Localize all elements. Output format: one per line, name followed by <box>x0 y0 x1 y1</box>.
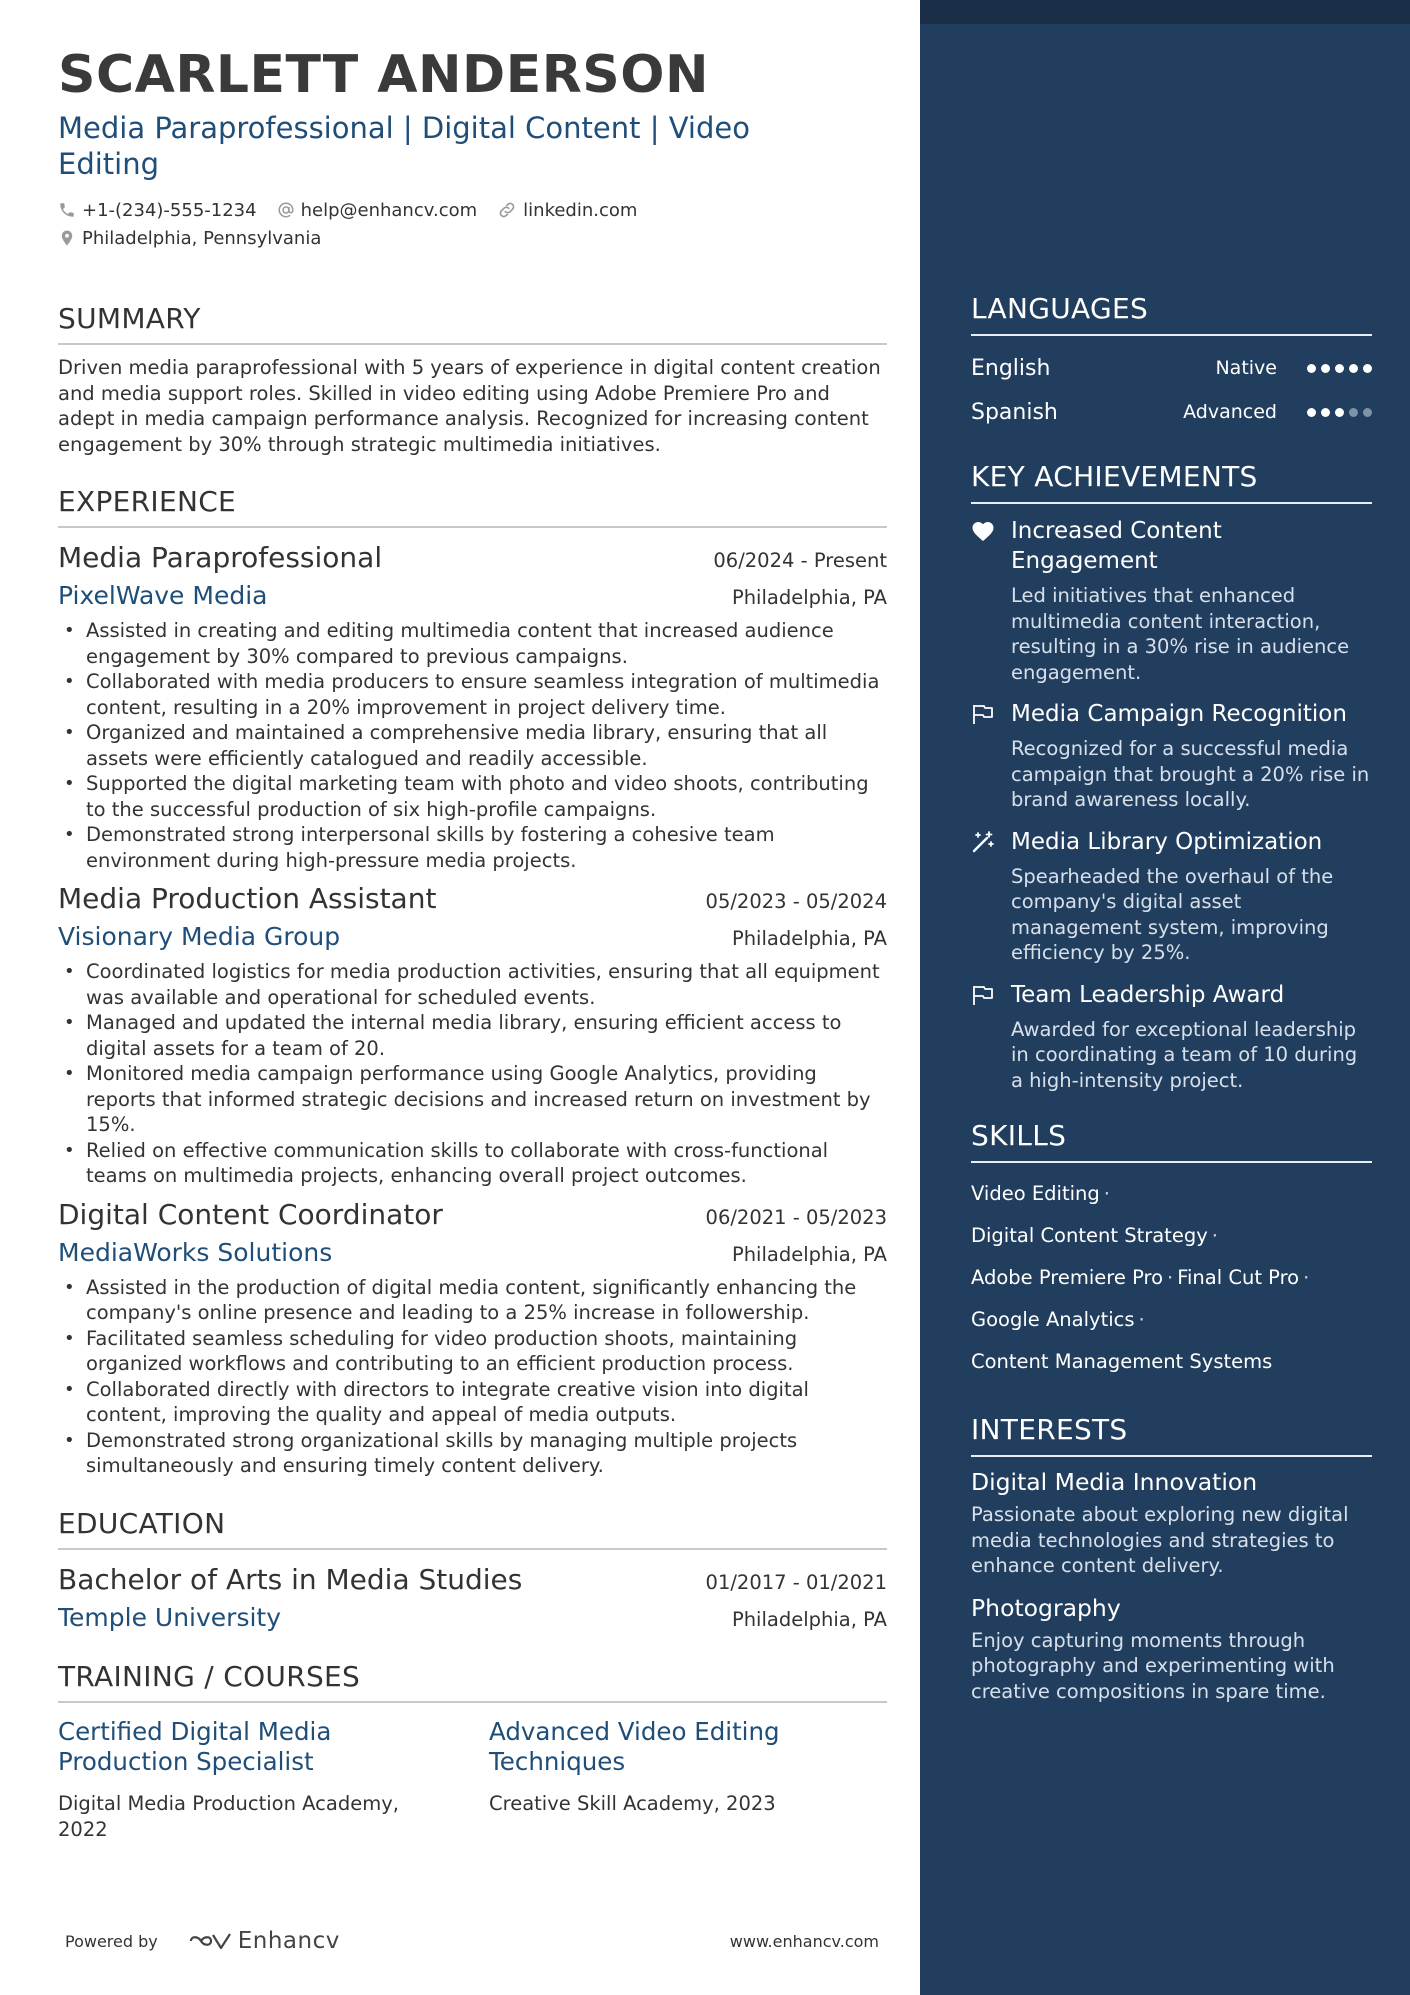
interests-section <box>971 1413 1372 1704</box>
location-pin-icon <box>58 228 76 248</box>
job-bullets <box>58 618 887 873</box>
achievement-title: Team Leadership Award <box>1011 981 1285 1008</box>
experience-heading: EXPERIENCE <box>58 485 887 528</box>
heart-icon <box>971 520 995 542</box>
interest-desc: Passionate about exploring new digital media technologies and strategies to enhance content delivery. <box>971 1503 1349 1577</box>
achievements-heading: KEY ACHIEVEMENTS <box>971 460 1372 504</box>
interest-title: Digital Media Innovation <box>971 1468 1258 1496</box>
achievements-section <box>971 460 1372 1093</box>
job-bullet: • Organized and maintained a comprehensive media library, ensuring that all assets were efficiently catalogued and readily accessible. <box>58 720 887 771</box>
job-location: Philadelphia, PA <box>731 586 887 609</box>
footer-url[interactable]: www.enhancv.com <box>729 1931 879 1951</box>
job-entry <box>58 538 887 873</box>
achievement-title: Increased Content Engagement <box>1011 518 1222 574</box>
skill-tag: Final Cut Pro <box>1177 1266 1300 1289</box>
job-bullet: • Demonstrated strong organizational skills by managing multiple projects simultaneously and ensuring timely content delivery. <box>58 1428 887 1479</box>
phone-text: +1-(234)-555-1234 <box>82 199 257 221</box>
achievement-desc: Spearheaded the overhaul of the company's digital asset management system, improving efficiency by 25%. <box>1011 864 1334 964</box>
job-dates: 06/2024 - Present <box>713 549 887 572</box>
candidate-name: SCARLETT ANDERSON <box>58 45 709 105</box>
achievement-title: Media Library Optimization <box>1011 828 1323 855</box>
rating-dot <box>1307 408 1316 417</box>
job-bullet: • Collaborated directly with directors to integrate creative vision into digital content, improving the quality and appeal of media outputs. <box>58 1377 887 1428</box>
achievement-item <box>971 827 1372 966</box>
job-entry <box>58 879 887 1189</box>
footer <box>65 1928 879 1954</box>
skill-tag: Adobe Premiere Pro <box>971 1266 1164 1289</box>
rating-dot <box>1349 364 1358 373</box>
language-level: Native <box>1215 357 1277 379</box>
rating-dot <box>1335 364 1344 373</box>
language-item <box>971 390 1372 434</box>
flag-icon <box>971 984 995 1006</box>
interest-title: Photography <box>971 1593 1121 1622</box>
rating-dot <box>1349 408 1358 417</box>
training-heading: TRAINING / COURSES <box>58 1660 887 1703</box>
achievement-desc: Led initiatives that enhanced multimedia content interaction, resulting in a 30% rise in audience engagement. <box>1011 584 1350 684</box>
interest-desc: Enjoy capturing moments through photography and experimenting with creative compositions in spare time. <box>971 1628 1335 1703</box>
degree: Bachelor of Arts in Media Studies <box>58 1562 523 1596</box>
skills-section: SKILLS Video Editing · Digital Content Strategy · Adobe Premiere Pro · Final Cut Pro · Google Analytics · Content Management Systems <box>971 1119 1372 1383</box>
flag-icon <box>971 703 995 725</box>
achievement-desc: Awarded for exceptional leadership in coordinating a team of 10 during a high-intensity project. <box>1011 1017 1358 1092</box>
course-item <box>489 1717 887 1843</box>
rating-dot <box>1335 408 1344 417</box>
job-bullet: • Supported the digital marketing team with photo and video shoots, contributing to the successful production of six high-profile campaigns. <box>58 771 887 822</box>
rating-dot <box>1307 364 1316 373</box>
job-bullet: • Assisted in the production of digital media content, significantly enhancing the company's online presence and leading to a 25% increase in followership. <box>58 1275 887 1326</box>
course-provider: Creative Skill Academy, 2023 <box>489 1791 776 1815</box>
achievement-item <box>971 980 1372 1094</box>
rating-dot <box>1363 364 1372 373</box>
job-bullets <box>58 959 887 1189</box>
achievement-desc: Recognized for a successful media campaign that brought a 20% rise in brand awareness locally. <box>1011 737 1370 811</box>
location-text: Philadelphia, Pennsylvania <box>82 227 322 249</box>
achievement-title: Media Campaign Recognition <box>1011 701 1347 727</box>
contact-email[interactable] <box>277 200 478 221</box>
languages-section <box>971 292 1372 434</box>
job-dates: 06/2021 - 05/2023 <box>705 1205 887 1229</box>
sidebar <box>920 0 1410 1995</box>
interests-heading: INTERESTS <box>971 1413 1372 1457</box>
contact-location <box>58 228 321 249</box>
email-text: help@enhancv.com <box>300 199 478 221</box>
skill-tag: Google Analytics <box>971 1308 1135 1331</box>
achievement-item <box>971 516 1372 685</box>
rating-dot <box>1363 408 1372 417</box>
job-bullet: • Assisted in creating and editing multimedia content that increased audience engagement by 30% compared to previous campaigns. <box>58 618 887 669</box>
job-bullet: • Collaborated with media producers to ensure seamless integration of multimedia content, resulting in a 20% improvement in project delivery time. <box>58 669 887 720</box>
job-location: Philadelphia, PA <box>731 1242 887 1266</box>
enhancv-logo-icon <box>188 1929 234 1953</box>
enhancv-logo[interactable] <box>188 1928 340 1954</box>
job-company: Visionary Media Group <box>58 922 341 951</box>
job-bullet: • Monitored media campaign performance using Google Analytics, providing reports that informed strategic decisions and increased return on investment by 15%. <box>58 1061 887 1138</box>
job-bullet: • Demonstrated strong interpersonal skills by fostering a cohesive team environment during high-pressure media projects. <box>58 822 887 873</box>
at-icon <box>277 201 295 219</box>
language-rating <box>1307 364 1372 373</box>
language-name: Spanish <box>971 399 1058 425</box>
summary-heading: SUMMARY <box>58 302 887 345</box>
skills-heading: SKILLS <box>971 1119 1372 1163</box>
linkedin-text: linkedin.com <box>523 199 638 221</box>
phone-icon <box>58 201 76 219</box>
contact-info <box>58 196 887 252</box>
language-name: English <box>971 355 1051 381</box>
job-title: Digital Content Coordinator <box>58 1197 443 1231</box>
rating-dot <box>1321 364 1330 373</box>
course-item <box>58 1717 489 1843</box>
course-title: Advanced Video Editing Techniques <box>489 1716 780 1776</box>
main-column <box>58 40 887 1843</box>
achievement-item <box>971 699 1372 813</box>
job-location: Philadelphia, PA <box>731 927 887 950</box>
language-rating <box>1307 408 1372 417</box>
wand-icon <box>971 831 995 853</box>
school: Temple University <box>58 1602 282 1632</box>
job-dates: 05/2023 - 05/2024 <box>705 890 887 913</box>
sidebar-top-bar <box>920 0 1410 24</box>
skill-tag: Content Management Systems <box>971 1350 1273 1373</box>
interest-item <box>971 1467 1372 1579</box>
link-icon <box>497 200 517 220</box>
job-bullet: • Relied on effective communication skills to collaborate with cross-functional teams on multimedia projects, enhancing overall project outcomes. <box>58 1138 887 1189</box>
job-title: Media Paraprofessional <box>58 541 383 574</box>
contact-linkedin[interactable] <box>497 200 637 221</box>
course-title: Certified Digital Media Production Specialist <box>58 1716 332 1776</box>
skill-tag: Video Editing <box>971 1182 1100 1205</box>
job-bullet: • Coordinated logistics for media production activities, ensuring that all equipment was available and operational for scheduled events. <box>58 959 887 1010</box>
job-company: MediaWorks Solutions <box>58 1237 333 1267</box>
job-title: Media Production Assistant <box>58 882 437 915</box>
course-provider: Digital Media Production Academy, 2022 <box>58 1791 399 1841</box>
languages-heading: LANGUAGES <box>971 292 1372 336</box>
powered-by-text: Powered by <box>65 1931 158 1951</box>
job-bullet: • Facilitated seamless scheduling for video production shoots, maintaining organized workflows and contributing to an efficient production process. <box>58 1326 887 1377</box>
education-dates: 01/2017 - 01/2021 <box>705 1570 887 1594</box>
job-bullets <box>58 1275 887 1479</box>
headline: Media Paraprofessional | Digital Content | Video Editing <box>58 111 750 181</box>
education-heading: EDUCATION <box>58 1507 887 1550</box>
experience-section <box>58 485 887 1479</box>
job-entry <box>58 1195 887 1479</box>
education-location: Philadelphia, PA <box>731 1607 887 1631</box>
job-company: PixelWave Media <box>58 581 268 610</box>
language-item <box>971 346 1372 390</box>
education-section <box>58 1507 887 1636</box>
interest-item <box>971 1593 1372 1705</box>
brand-name: Enhancv <box>237 1928 340 1954</box>
training-section <box>58 1660 887 1843</box>
language-level: Advanced <box>1183 401 1277 423</box>
summary-text: Driven media paraprofessional with 5 years of experience in digital content creation and media support roles. Skilled in video editing using Adobe Premiere Pro and adept in media campaign performance analysis. Recognized for increasing content engagement by 30% through strategic multimedia initiatives. <box>58 356 881 456</box>
contact-phone[interactable] <box>58 200 257 221</box>
rating-dot <box>1321 408 1330 417</box>
skill-tag: Digital Content Strategy <box>971 1224 1208 1247</box>
job-bullet: • Managed and updated the internal media library, ensuring efficient access to digital assets for a team of 20. <box>58 1010 887 1061</box>
summary-section <box>58 302 887 457</box>
